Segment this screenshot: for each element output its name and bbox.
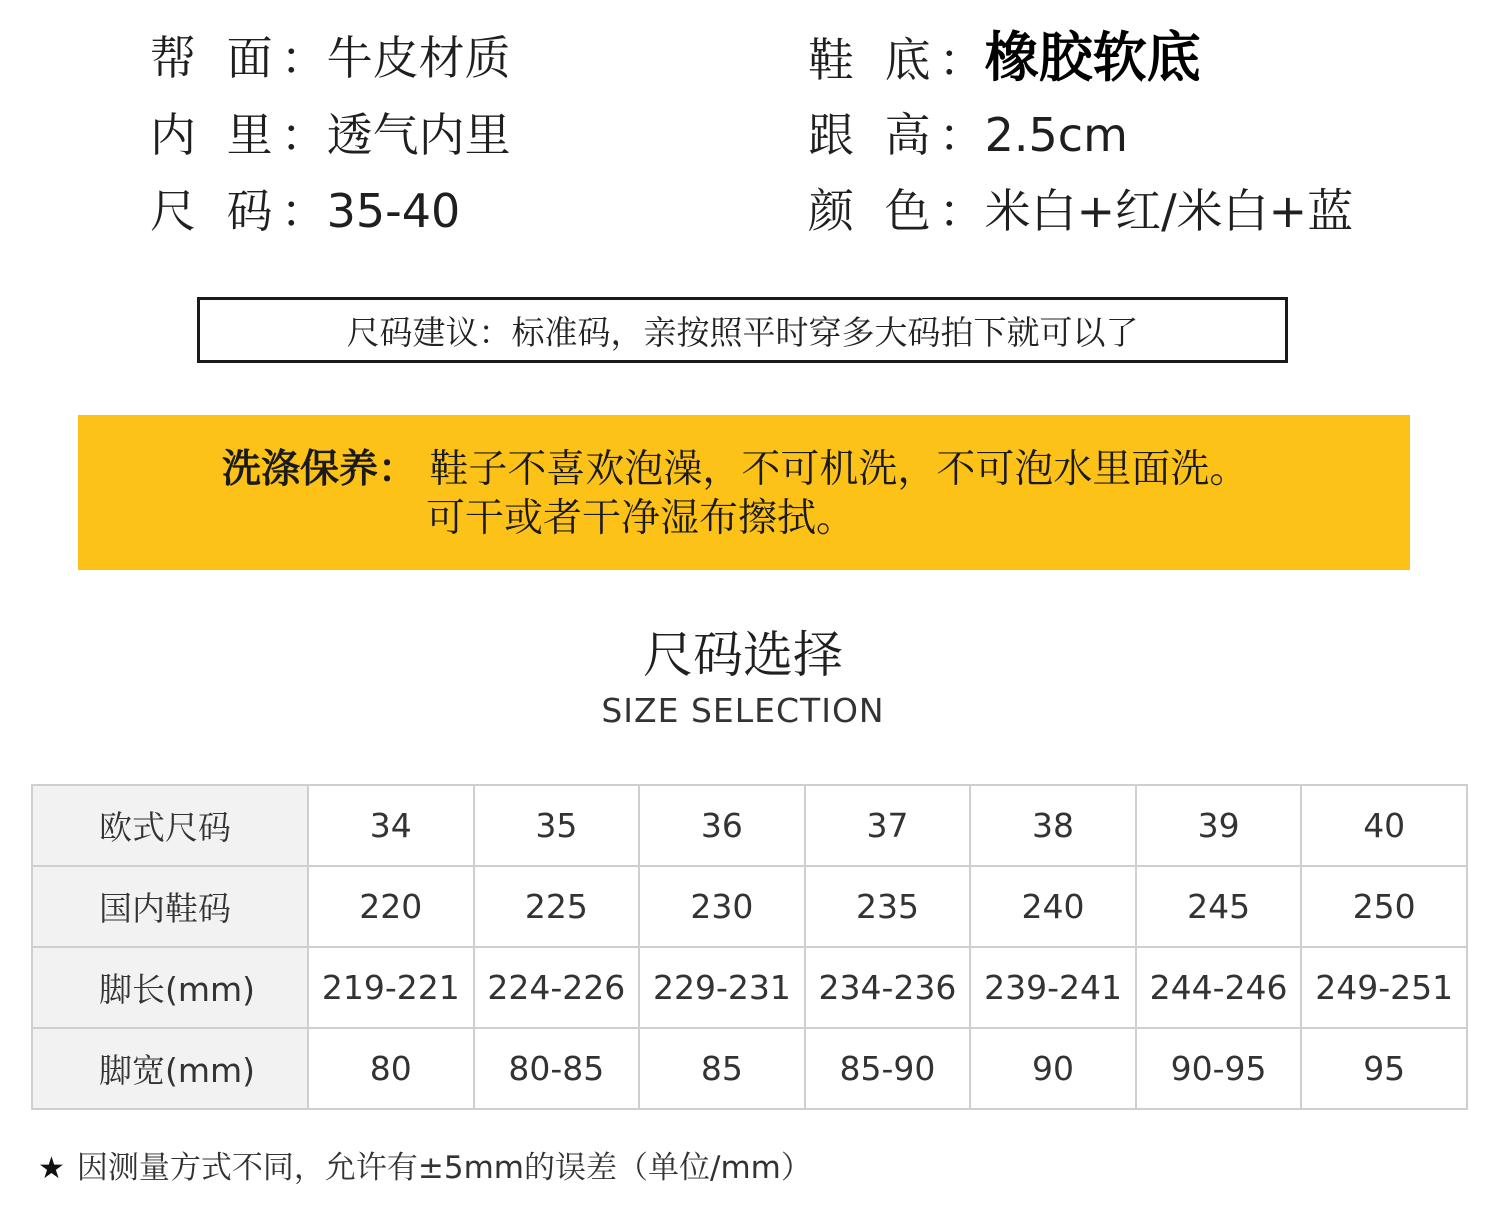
table-cell: 234-236 [805,947,971,1028]
spec-size-label: 尺 码 [150,184,281,238]
spec-sole-sep: ： [938,33,985,87]
spec-color-sep: ： [938,184,985,238]
size-section-title: 尺码选择 [643,626,843,684]
table-cell: 38 [970,785,1136,866]
table-cell: 39 [1136,785,1302,866]
table-cell: 245 [1136,866,1302,947]
size-advice-text: 尺码建议：标准码，亲按照平时穿多大码拍下就可以了 [346,312,1139,352]
table-cell: 35 [474,785,640,866]
care-line-2 [426,494,855,544]
spec-color-value: 米白+红/米白+蓝 [984,184,1354,238]
spec-size-sep: ： [280,184,327,238]
care-text-2: 可干或者干净湿布擦拭。 [426,496,856,541]
table-cell: 219-221 [308,947,474,1028]
spec-upper-sep: ： [280,31,327,85]
spec-heel-sep: ： [938,108,985,162]
spec-heel-value: 2.5cm [984,108,1128,162]
table-cell: 249-251 [1301,947,1467,1028]
table-cell: 80-85 [474,1028,640,1109]
spec-lining-sep: ： [280,108,327,162]
table-cell: 85 [639,1028,805,1109]
table-row-header: 欧式尺码 [32,785,308,866]
table-cell: 37 [805,785,971,866]
table-cell: 40 [1301,785,1467,866]
table-cell: 235 [805,866,971,947]
footnote [38,1146,812,1191]
table-cell: 80 [308,1028,474,1109]
size-advice-box [197,297,1288,363]
table-row [32,866,1467,947]
spec-sole [808,26,1201,89]
table-cell: 225 [474,866,640,947]
star-icon: ★ [38,1151,65,1186]
table-cell: 90 [970,1028,1136,1109]
table-row-header: 脚长(mm) [32,947,308,1028]
table-row-header: 脚宽(mm) [32,1028,308,1109]
table-row [32,1028,1467,1109]
table-cell: 224-226 [474,947,640,1028]
spec-heel [808,107,1128,163]
spec-heel-label: 跟 高 [808,108,939,162]
table-cell: 95 [1301,1028,1467,1109]
table-cell: 230 [639,866,805,947]
care-line-1 [222,445,1248,495]
table-cell: 220 [308,866,474,947]
table-cell: 229-231 [639,947,805,1028]
table-cell: 36 [639,785,805,866]
spec-sole-label: 鞋 底 [808,33,939,87]
table-row [32,947,1467,1028]
table-cell: 90-95 [1136,1028,1302,1109]
table-row [32,785,1467,866]
spec-upper [150,30,511,86]
spec-color-label: 颜 色 [808,184,939,238]
spec-sole-value: 橡胶软底 [984,26,1201,89]
spec-lining-value: 透气内里 [326,108,511,162]
spec-color [808,183,1353,239]
table-cell: 34 [308,785,474,866]
spec-size-value: 35-40 [326,184,461,238]
table-cell: 239-241 [970,947,1136,1028]
footnote-text: 因测量方式不同，允许有±5mm的误差（单位/mm） [76,1150,812,1186]
care-label: 洗涤保养： [222,447,418,492]
spec-lining [150,107,511,163]
size-table [31,784,1468,1110]
size-table-body [32,785,1467,1109]
table-cell: 85-90 [805,1028,971,1109]
table-row-header: 国内鞋码 [32,866,308,947]
spec-lining-label: 内 里 [150,108,281,162]
table-cell: 244-246 [1136,947,1302,1028]
table-cell: 250 [1301,866,1467,947]
care-text-1: 鞋子不喜欢泡澡，不可机洗，不可泡水里面洗。 [429,447,1249,492]
spec-upper-label: 帮 面 [150,31,281,85]
size-section-subtitle: SIZE SELECTION [601,691,885,730]
table-cell: 240 [970,866,1136,947]
spec-upper-value: 牛皮材质 [326,31,511,85]
spec-size [150,183,460,239]
